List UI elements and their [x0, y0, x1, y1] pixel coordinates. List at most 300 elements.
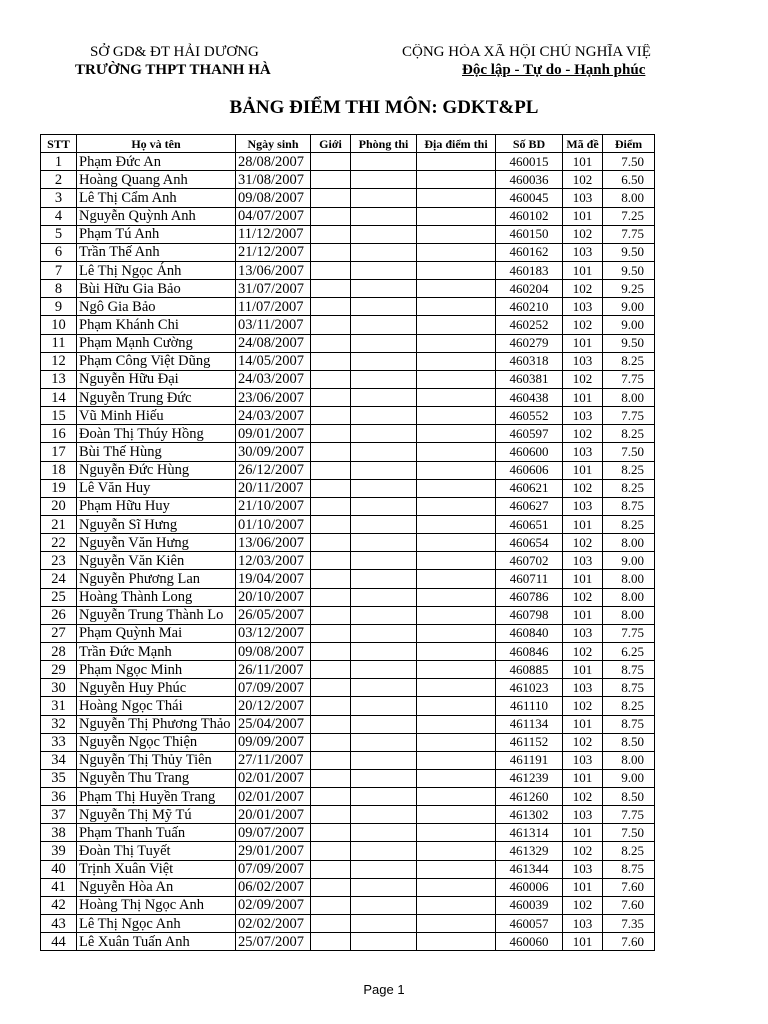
- cell-dob: 12/03/2007: [236, 552, 311, 570]
- cell-room: [351, 878, 417, 896]
- cell-gender: [311, 824, 351, 842]
- cell-exam-code: 101: [563, 769, 603, 787]
- cell-exam-code: 101: [563, 715, 603, 733]
- cell-room: [351, 733, 417, 751]
- cell-location: [417, 243, 496, 261]
- cell-stt: 43: [41, 915, 77, 933]
- cell-room: [351, 606, 417, 624]
- col-header-score: Điểm: [603, 135, 655, 153]
- table-row: [41, 298, 655, 316]
- table-row: [41, 425, 655, 443]
- cell-name: Nguyễn Văn Kiên: [77, 552, 236, 570]
- cell-stt: 24: [41, 570, 77, 588]
- cell-name: Phạm Đức An: [77, 153, 236, 171]
- cell-room: [351, 261, 417, 279]
- cell-location: [417, 769, 496, 787]
- cell-candidate-number: 460150: [496, 225, 563, 243]
- col-header-location: Địa điểm thi: [417, 135, 496, 153]
- table-row: [41, 915, 655, 933]
- cell-gender: [311, 407, 351, 425]
- cell-candidate-number: 461329: [496, 842, 563, 860]
- cell-gender: [311, 352, 351, 370]
- cell-room: [351, 751, 417, 769]
- cell-score: 8.00: [603, 534, 655, 552]
- table-row: [41, 896, 655, 914]
- cell-dob: 20/10/2007: [236, 588, 311, 606]
- cell-room: [351, 425, 417, 443]
- cell-gender: [311, 697, 351, 715]
- cell-location: [417, 298, 496, 316]
- cell-name: Nguyễn Trung Thành Lo: [77, 606, 236, 624]
- cell-location: [417, 606, 496, 624]
- cell-location: [417, 624, 496, 642]
- cell-name: Nguyễn Trung Đức: [77, 388, 236, 406]
- cell-name: Lê Xuân Tuấn Anh: [77, 933, 236, 951]
- cell-location: [417, 915, 496, 933]
- cell-candidate-number: 460438: [496, 388, 563, 406]
- cell-room: [351, 461, 417, 479]
- cell-name: Phạm Thanh Tuấn: [77, 824, 236, 842]
- table-row: [41, 570, 655, 588]
- cell-dob: 26/05/2007: [236, 606, 311, 624]
- cell-candidate-number: 461344: [496, 860, 563, 878]
- cell-score: 7.35: [603, 915, 655, 933]
- cell-exam-code: 101: [563, 461, 603, 479]
- cell-dob: 02/02/2007: [236, 915, 311, 933]
- cell-gender: [311, 570, 351, 588]
- table-row: [41, 261, 655, 279]
- cell-dob: 13/06/2007: [236, 534, 311, 552]
- cell-gender: [311, 153, 351, 171]
- cell-score: 8.75: [603, 679, 655, 697]
- cell-exam-code: 102: [563, 225, 603, 243]
- table-row: [41, 806, 655, 824]
- cell-dob: 19/04/2007: [236, 570, 311, 588]
- cell-dob: 14/05/2007: [236, 352, 311, 370]
- cell-name: Nguyễn Hữu Đại: [77, 370, 236, 388]
- cell-stt: 23: [41, 552, 77, 570]
- cell-location: [417, 461, 496, 479]
- cell-name: Nguyễn Huy Phúc: [77, 679, 236, 697]
- cell-stt: 30: [41, 679, 77, 697]
- cell-stt: 32: [41, 715, 77, 733]
- col-header-stt: STT: [41, 135, 77, 153]
- cell-dob: 27/11/2007: [236, 751, 311, 769]
- cell-exam-code: 102: [563, 316, 603, 334]
- cell-score: 7.75: [603, 624, 655, 642]
- cell-location: [417, 171, 496, 189]
- cell-exam-code: 103: [563, 679, 603, 697]
- cell-name: Lê Thị Cẩm Anh: [77, 189, 236, 207]
- cell-room: [351, 715, 417, 733]
- cell-score: 8.50: [603, 733, 655, 751]
- cell-candidate-number: 460885: [496, 661, 563, 679]
- cell-room: [351, 824, 417, 842]
- cell-room: [351, 788, 417, 806]
- cell-room: [351, 933, 417, 951]
- cell-room: [351, 588, 417, 606]
- cell-location: [417, 679, 496, 697]
- cell-location: [417, 534, 496, 552]
- cell-stt: 14: [41, 388, 77, 406]
- cell-location: [417, 388, 496, 406]
- cell-dob: 13/06/2007: [236, 261, 311, 279]
- cell-stt: 16: [41, 425, 77, 443]
- table-row: [41, 352, 655, 370]
- cell-stt: 33: [41, 733, 77, 751]
- cell-exam-code: 101: [563, 334, 603, 352]
- table-row: [41, 225, 655, 243]
- cell-candidate-number: 460318: [496, 352, 563, 370]
- table-row: [41, 933, 655, 951]
- cell-name: Vũ Minh Hiếu: [77, 407, 236, 425]
- table-row: [41, 733, 655, 751]
- cell-exam-code: 102: [563, 370, 603, 388]
- cell-score: 8.50: [603, 788, 655, 806]
- table-row: [41, 715, 655, 733]
- cell-stt: 4: [41, 207, 77, 225]
- cell-candidate-number: 460627: [496, 497, 563, 515]
- cell-gender: [311, 715, 351, 733]
- cell-room: [351, 915, 417, 933]
- cell-name: Bùi Hữu Gia Bảo: [77, 280, 236, 298]
- cell-dob: 07/09/2007: [236, 679, 311, 697]
- table-row: [41, 243, 655, 261]
- cell-location: [417, 751, 496, 769]
- cell-candidate-number: 460015: [496, 153, 563, 171]
- table-row: [41, 280, 655, 298]
- table-row: [41, 497, 655, 515]
- cell-candidate-number: 460798: [496, 606, 563, 624]
- cell-stt: 22: [41, 534, 77, 552]
- cell-gender: [311, 280, 351, 298]
- cell-location: [417, 860, 496, 878]
- cell-exam-code: 102: [563, 788, 603, 806]
- cell-dob: 02/09/2007: [236, 896, 311, 914]
- cell-dob: 09/09/2007: [236, 733, 311, 751]
- cell-location: [417, 552, 496, 570]
- cell-exam-code: 103: [563, 443, 603, 461]
- table-row: [41, 878, 655, 896]
- cell-stt: 7: [41, 261, 77, 279]
- table-row: [41, 860, 655, 878]
- cell-location: [417, 588, 496, 606]
- cell-stt: 39: [41, 842, 77, 860]
- cell-stt: 44: [41, 933, 77, 951]
- cell-location: [417, 334, 496, 352]
- cell-exam-code: 103: [563, 243, 603, 261]
- cell-score: 8.25: [603, 425, 655, 443]
- cell-candidate-number: 460600: [496, 443, 563, 461]
- cell-stt: 19: [41, 479, 77, 497]
- cell-gender: [311, 479, 351, 497]
- cell-room: [351, 497, 417, 515]
- table-row: [41, 443, 655, 461]
- cell-gender: [311, 679, 351, 697]
- cell-candidate-number: 460057: [496, 915, 563, 933]
- cell-dob: 29/01/2007: [236, 842, 311, 860]
- cell-stt: 20: [41, 497, 77, 515]
- cell-name: Nguyễn Văn Hưng: [77, 534, 236, 552]
- cell-gender: [311, 388, 351, 406]
- department-name: SỞ GD& ĐT HẢI DƯƠNG: [90, 44, 259, 60]
- table-row: [41, 316, 655, 334]
- cell-name: Nguyễn Thị Phương Thảo: [77, 715, 236, 733]
- cell-exam-code: 102: [563, 479, 603, 497]
- cell-room: [351, 225, 417, 243]
- national-motto: Độc lập - Tự do - Hạnh phúc: [462, 62, 646, 78]
- cell-room: [351, 515, 417, 533]
- cell-score: 8.75: [603, 860, 655, 878]
- table-row: [41, 697, 655, 715]
- cell-score: 7.60: [603, 896, 655, 914]
- cell-name: Phạm Tú Anh: [77, 225, 236, 243]
- cell-stt: 27: [41, 624, 77, 642]
- cell-exam-code: 103: [563, 624, 603, 642]
- cell-name: Trần Thế Anh: [77, 243, 236, 261]
- cell-candidate-number: 460036: [496, 171, 563, 189]
- table-row: [41, 751, 655, 769]
- cell-exam-code: 101: [563, 515, 603, 533]
- cell-exam-code: 101: [563, 207, 603, 225]
- cell-location: [417, 370, 496, 388]
- cell-location: [417, 933, 496, 951]
- cell-dob: 25/07/2007: [236, 933, 311, 951]
- cell-candidate-number: 461134: [496, 715, 563, 733]
- cell-stt: 17: [41, 443, 77, 461]
- cell-name: Trần Đức Mạnh: [77, 642, 236, 660]
- cell-name: Nguyễn Phương Lan: [77, 570, 236, 588]
- cell-candidate-number: 460702: [496, 552, 563, 570]
- cell-score: 8.25: [603, 479, 655, 497]
- cell-name: Phạm Quỳnh Mai: [77, 624, 236, 642]
- cell-stt: 28: [41, 642, 77, 660]
- cell-score: 8.75: [603, 497, 655, 515]
- cell-gender: [311, 171, 351, 189]
- cell-gender: [311, 661, 351, 679]
- cell-location: [417, 407, 496, 425]
- cell-candidate-number: 460381: [496, 370, 563, 388]
- cell-dob: 02/01/2007: [236, 769, 311, 787]
- cell-room: [351, 806, 417, 824]
- cell-room: [351, 334, 417, 352]
- table-row: [41, 388, 655, 406]
- cell-score: 8.00: [603, 751, 655, 769]
- cell-gender: [311, 497, 351, 515]
- cell-candidate-number: 461152: [496, 733, 563, 751]
- cell-exam-code: 103: [563, 751, 603, 769]
- cell-room: [351, 534, 417, 552]
- table-row: [41, 207, 655, 225]
- cell-dob: 31/07/2007: [236, 280, 311, 298]
- col-header-name: Họ và tên: [77, 135, 236, 153]
- cell-room: [351, 479, 417, 497]
- cell-location: [417, 280, 496, 298]
- cell-gender: [311, 860, 351, 878]
- cell-dob: 06/02/2007: [236, 878, 311, 896]
- cell-stt: 40: [41, 860, 77, 878]
- cell-name: Nguyễn Hòa An: [77, 878, 236, 896]
- cell-name: Đoàn Thị Thúy Hồng: [77, 425, 236, 443]
- cell-name: Nguyễn Đức Hùng: [77, 461, 236, 479]
- cell-exam-code: 103: [563, 497, 603, 515]
- cell-dob: 26/11/2007: [236, 661, 311, 679]
- cell-name: Hoàng Thành Long: [77, 588, 236, 606]
- cell-exam-code: 102: [563, 425, 603, 443]
- table-row: [41, 534, 655, 552]
- cell-room: [351, 388, 417, 406]
- cell-exam-code: 101: [563, 388, 603, 406]
- school-name: TRƯỜNG THPT THANH HÀ: [75, 62, 271, 78]
- cell-stt: 31: [41, 697, 77, 715]
- cell-exam-code: 101: [563, 933, 603, 951]
- cell-name: Nguyễn Sĩ Hưng: [77, 515, 236, 533]
- cell-exam-code: 103: [563, 552, 603, 570]
- cell-dob: 02/01/2007: [236, 788, 311, 806]
- cell-dob: 21/10/2007: [236, 497, 311, 515]
- table-row: [41, 479, 655, 497]
- cell-score: 8.75: [603, 715, 655, 733]
- cell-stt: 5: [41, 225, 77, 243]
- cell-score: 8.25: [603, 697, 655, 715]
- cell-name: Phạm Mạnh Cường: [77, 334, 236, 352]
- cell-gender: [311, 642, 351, 660]
- cell-stt: 2: [41, 171, 77, 189]
- cell-room: [351, 243, 417, 261]
- cell-location: [417, 225, 496, 243]
- cell-gender: [311, 588, 351, 606]
- cell-candidate-number: 460045: [496, 189, 563, 207]
- cell-name: Lê Thị Ngọc Anh: [77, 915, 236, 933]
- cell-candidate-number: 460060: [496, 933, 563, 951]
- cell-candidate-number: 460621: [496, 479, 563, 497]
- cell-score: 9.50: [603, 261, 655, 279]
- table-row: [41, 189, 655, 207]
- cell-gender: [311, 370, 351, 388]
- cell-candidate-number: 460654: [496, 534, 563, 552]
- cell-location: [417, 842, 496, 860]
- cell-location: [417, 896, 496, 914]
- cell-candidate-number: 461314: [496, 824, 563, 842]
- cell-gender: [311, 733, 351, 751]
- cell-gender: [311, 896, 351, 914]
- cell-gender: [311, 788, 351, 806]
- cell-location: [417, 642, 496, 660]
- cell-dob: 25/04/2007: [236, 715, 311, 733]
- cell-exam-code: 102: [563, 842, 603, 860]
- cell-dob: 24/03/2007: [236, 407, 311, 425]
- cell-gender: [311, 298, 351, 316]
- cell-name: Hoàng Quang Anh: [77, 171, 236, 189]
- cell-stt: 13: [41, 370, 77, 388]
- cell-score: 7.75: [603, 806, 655, 824]
- cell-name: Nguyễn Thị Thủy Tiên: [77, 751, 236, 769]
- cell-location: [417, 697, 496, 715]
- cell-dob: 23/06/2007: [236, 388, 311, 406]
- cell-room: [351, 316, 417, 334]
- cell-name: Lê Thị Ngọc Ánh: [77, 261, 236, 279]
- table-row: [41, 370, 655, 388]
- cell-gender: [311, 624, 351, 642]
- cell-exam-code: 102: [563, 171, 603, 189]
- cell-stt: 26: [41, 606, 77, 624]
- cell-candidate-number: 460606: [496, 461, 563, 479]
- cell-stt: 36: [41, 788, 77, 806]
- cell-dob: 11/12/2007: [236, 225, 311, 243]
- cell-score: 7.75: [603, 225, 655, 243]
- cell-score: 8.25: [603, 461, 655, 479]
- cell-stt: 10: [41, 316, 77, 334]
- cell-exam-code: 101: [563, 606, 603, 624]
- cell-stt: 12: [41, 352, 77, 370]
- cell-dob: 26/12/2007: [236, 461, 311, 479]
- cell-gender: [311, 225, 351, 243]
- cell-exam-code: 101: [563, 878, 603, 896]
- table-header-row: [41, 135, 655, 153]
- cell-candidate-number: 460039: [496, 896, 563, 914]
- cell-stt: 15: [41, 407, 77, 425]
- cell-location: [417, 153, 496, 171]
- cell-stt: 21: [41, 515, 77, 533]
- cell-stt: 34: [41, 751, 77, 769]
- cell-candidate-number: 460840: [496, 624, 563, 642]
- cell-name: Phạm Công Việt Dũng: [77, 352, 236, 370]
- cell-score: 9.00: [603, 298, 655, 316]
- cell-room: [351, 207, 417, 225]
- cell-score: 7.50: [603, 443, 655, 461]
- cell-score: 9.25: [603, 280, 655, 298]
- cell-room: [351, 352, 417, 370]
- cell-location: [417, 189, 496, 207]
- cell-location: [417, 733, 496, 751]
- table-row: [41, 788, 655, 806]
- cell-candidate-number: 461110: [496, 697, 563, 715]
- cell-stt: 41: [41, 878, 77, 896]
- table-row: [41, 461, 655, 479]
- col-header-gender: Giới: [311, 135, 351, 153]
- cell-gender: [311, 461, 351, 479]
- cell-score: 8.25: [603, 352, 655, 370]
- table-row: [41, 661, 655, 679]
- cell-dob: 11/07/2007: [236, 298, 311, 316]
- national-title: CỘNG HÒA XÃ HỘI CHỦ NGHĨA VIỆ: [402, 44, 651, 60]
- cell-room: [351, 552, 417, 570]
- cell-location: [417, 661, 496, 679]
- cell-candidate-number: 461023: [496, 679, 563, 697]
- cell-name: Phạm Khánh Chi: [77, 316, 236, 334]
- cell-candidate-number: 461260: [496, 788, 563, 806]
- cell-stt: 3: [41, 189, 77, 207]
- cell-name: Phạm Thị Huyền Trang: [77, 788, 236, 806]
- cell-room: [351, 370, 417, 388]
- cell-gender: [311, 443, 351, 461]
- cell-location: [417, 824, 496, 842]
- cell-location: [417, 261, 496, 279]
- cell-dob: 03/11/2007: [236, 316, 311, 334]
- table-row: [41, 842, 655, 860]
- cell-name: Bùi Thế Hùng: [77, 443, 236, 461]
- cell-score: 7.60: [603, 878, 655, 896]
- col-header-dob: Ngày sinh: [236, 135, 311, 153]
- cell-candidate-number: 460183: [496, 261, 563, 279]
- cell-dob: 20/12/2007: [236, 697, 311, 715]
- cell-name: Nguyễn Ngọc Thiện: [77, 733, 236, 751]
- cell-gender: [311, 207, 351, 225]
- cell-dob: 09/08/2007: [236, 642, 311, 660]
- cell-room: [351, 443, 417, 461]
- cell-name: Nguyễn Thị Mỹ Tú: [77, 806, 236, 824]
- cell-room: [351, 407, 417, 425]
